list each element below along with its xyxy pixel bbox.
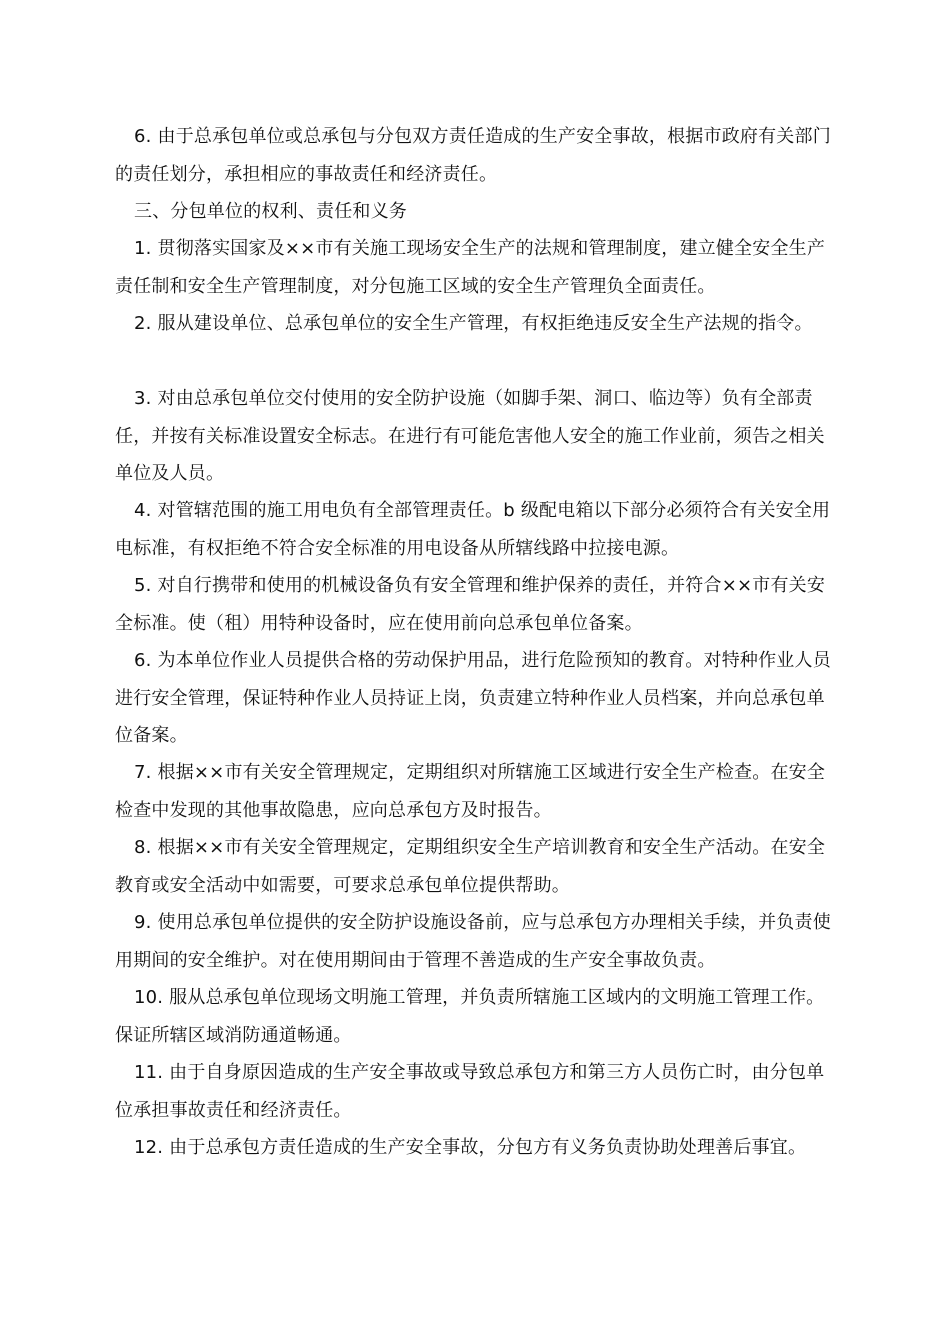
paragraph-2-obey-management: 2. 服从建设单位、总承包单位的安全生产管理，有权拒绝违反安全生产法规的指令。 <box>134 313 813 334</box>
paragraph-9-facility-usage: 9. 使用总承包单位提供的安全防护设施设备前，应与总承包方办理相关手续，并负责使用期间的安全维护。对在使用期间由于管理不善造成的生产安全事故负责。 <box>115 912 831 971</box>
paragraph-5-machinery: 5. 对自行携带和使用的机械设备负有安全管理和维护保养的责任，并符合××市有关安全标准。使（租）用特种设备时，应在使用前向总承包单位备案。 <box>115 575 826 634</box>
section-heading-subcontractor-duties: 三、分包单位的权利、责任和义务 <box>134 201 407 222</box>
paragraph-3-protective-facilities: 3. 对由总承包单位交付使用的安全防护设施（如脚手架、洞口、临边等）负有全部责任，并按有关标准设置安全标志。在进行有可能危害他人安全的施工作业前，须告之相关单位及人员。 <box>115 388 825 484</box>
paragraph-7-safety-inspection: 7. 根据××市有关安全管理规定，定期组织对所辖施工区域进行安全生产检查。在安全检查中发现的其他事故隐患，应向总承包方及时报告。 <box>115 762 826 821</box>
paragraph-6-general-contractor-liability: 6. 由于总承包单位或总承包与分包双方责任造成的生产安全事故，根据市政府有关部门的责任划分，承担相应的事故责任和经济责任。 <box>115 126 831 185</box>
paragraph-4-electricity: 4. 对管辖范围的施工用电负有全部管理责任。b 级配电箱以下部分必须符合有关安全用电标准，有权拒绝不符合安全标准的用电设备从所辖线路中拉接电源。 <box>115 500 831 559</box>
paragraph-8-safety-training: 8. 根据××市有关安全管理规定，定期组织安全生产培训教育和安全生产活动。在安全教育或安全活动中如需要，可要求总承包单位提供帮助。 <box>115 837 826 896</box>
paragraph-12-assist-aftermath: 12. 由于总承包方责任造成的生产安全事故，分包方有义务负责协助处理善后事宜。 <box>134 1137 807 1158</box>
paragraph-1-implement-regulations: 1. 贯彻落实国家及××市有关施工现场安全生产的法规和管理制度，建立健全安全生产责任制和安全生产管理制度，对分包施工区域的安全生产管理负全面责任。 <box>115 238 826 297</box>
paragraph-10-civilized-construction: 10. 服从总承包单位现场文明施工管理，并负责所辖施工区域内的文明施工管理工作。保证所辖区域消防通道畅通。 <box>115 987 825 1046</box>
paragraph-6-protective-equipment: 6. 为本单位作业人员提供合格的劳动保护用品，进行危险预知的教育。对特种作业人员进行安全管理，保证特种作业人员持证上岗，负责建立特种作业人员档案，并向总承包单位备案。 <box>115 650 831 746</box>
paragraph-11-own-accidents: 11. 由于自身原因造成的生产安全事故或导致总承包方和第三方人员伤亡时，由分包单位承担事故责任和经济责任。 <box>115 1062 825 1121</box>
